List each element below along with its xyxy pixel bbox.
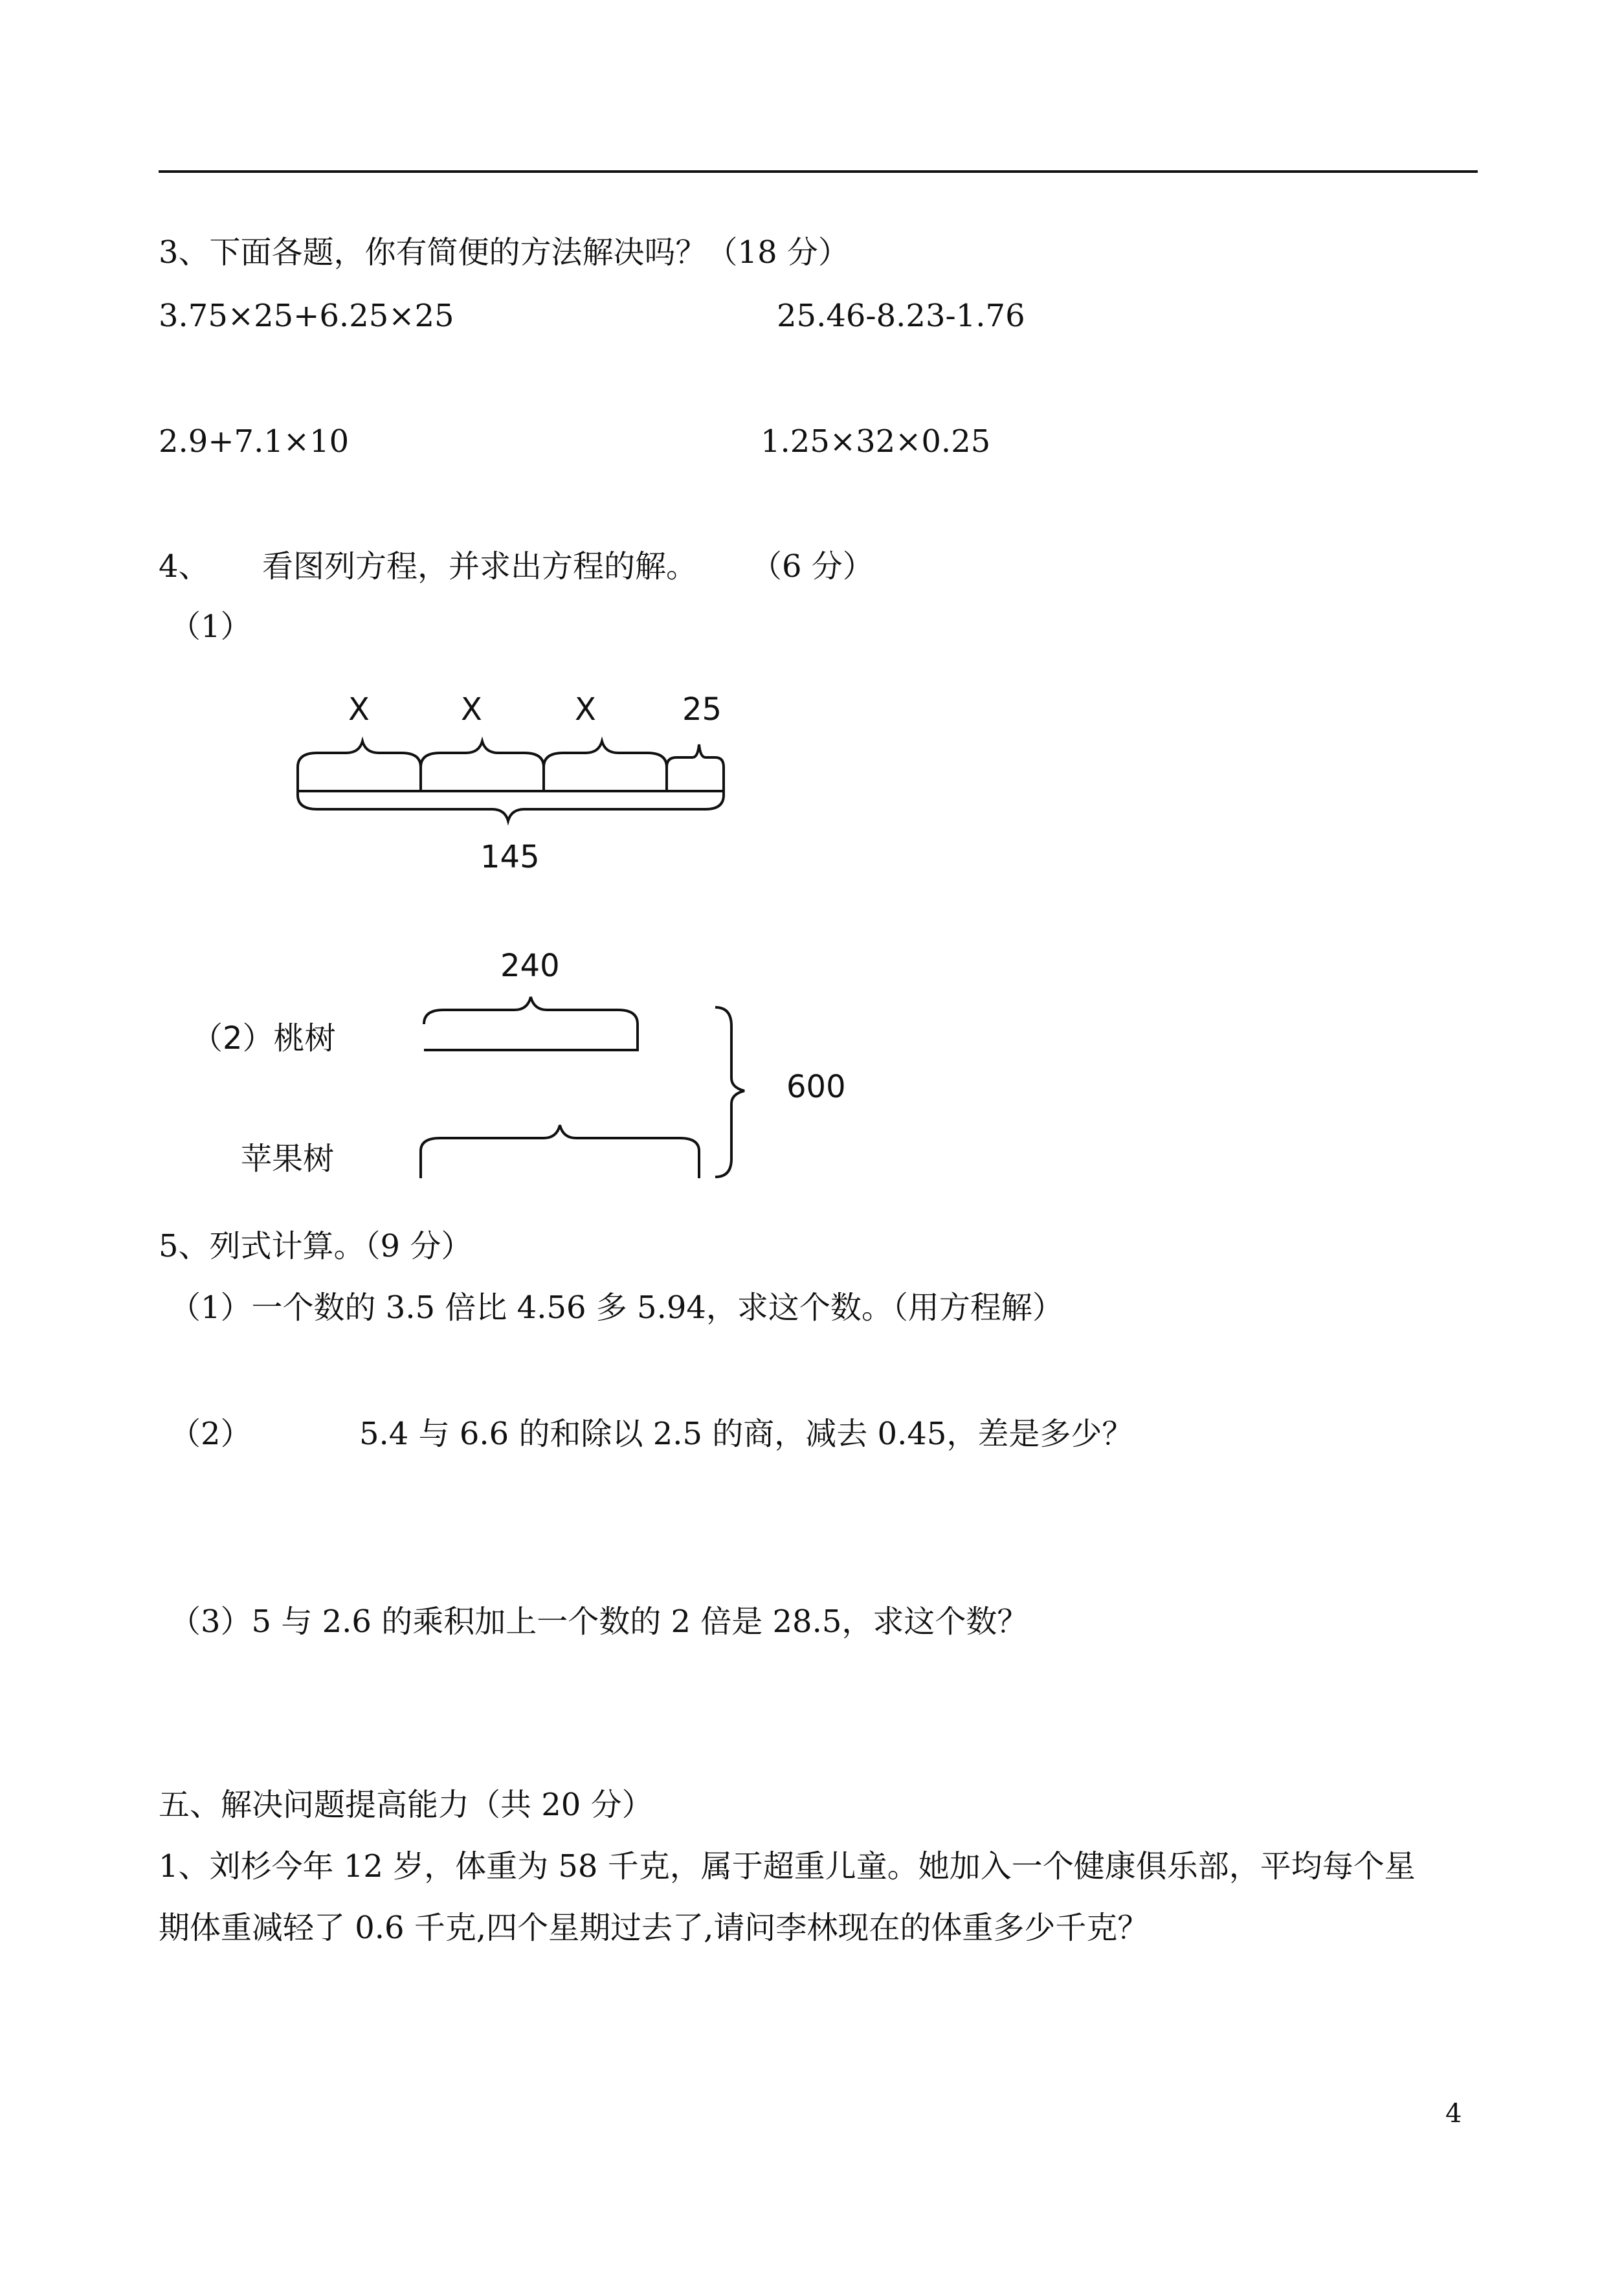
section4-points: （6 分）	[751, 548, 874, 585]
section5-title: 5、列式计算。（9 分）	[159, 1228, 473, 1264]
part5-title: 五、解决问题提高能力（共 20 分）	[159, 1787, 653, 1823]
brace-total	[298, 791, 724, 821]
brace-apple	[421, 1125, 699, 1178]
calc-item-3: 2.9+7.1×10	[159, 423, 350, 460]
fig1-label-25: 25	[682, 691, 722, 728]
brace-25	[667, 744, 724, 791]
section5-q2: 5.4 与 6.6 的和除以 2.5 的商，减去 0.45，差是多少？	[359, 1416, 1133, 1452]
section5-q3: （3）5 与 2.6 的乘积加上一个数的 2 倍是 28.5，求这个数？	[170, 1604, 1029, 1640]
section4-title: 看图列方程，并求出方程的解。	[262, 548, 698, 585]
section5-q1: （1）一个数的 3.5 倍比 4.56 多 5.94，求这个数。（用方程解）	[170, 1290, 1063, 1326]
fig1-label-x1: X	[348, 691, 370, 728]
part5-q1-line1: 1、刘杉今年 12 岁，体重为 58 千克，属于超重儿童。她加入一个健康俱乐部，平均每个星	[159, 1848, 1416, 1885]
section4-number: 4、	[159, 548, 210, 585]
fig1-label-x2: X	[461, 691, 482, 728]
brace-x1	[298, 741, 421, 791]
section3-title: 3、下面各题，你有简便的方法解决吗？（18 分）	[159, 234, 849, 271]
fig1-label-x3: X	[575, 691, 596, 728]
brace-right-total	[715, 1007, 744, 1177]
fig2-total: 600	[786, 1069, 846, 1105]
fig2-row2-label: 苹果树	[241, 1141, 335, 1177]
brace-x3	[544, 741, 667, 791]
calc-item-1: 3.75×25+6.25×25	[159, 298, 454, 334]
calc-item-2: 25.46-8.23-1.76	[777, 298, 1025, 334]
section5-q2-number: （2）	[170, 1416, 252, 1452]
fig2-row1-label: （2）桃树	[192, 1020, 336, 1057]
page-number: 4	[1445, 2099, 1462, 2129]
part5-q1-line2: 期体重减轻了 0.6 千克,四个星期过去了,请问李林现在的体重多少千克？	[159, 1910, 1149, 1946]
calc-item-4: 1.25×32×0.25	[761, 423, 991, 460]
fig2-label-top: 240	[500, 948, 560, 984]
fig1-total: 145	[480, 839, 540, 875]
brace-peach	[424, 997, 638, 1050]
section4-sub1: （1）	[170, 609, 252, 645]
brace-x2	[421, 741, 544, 791]
